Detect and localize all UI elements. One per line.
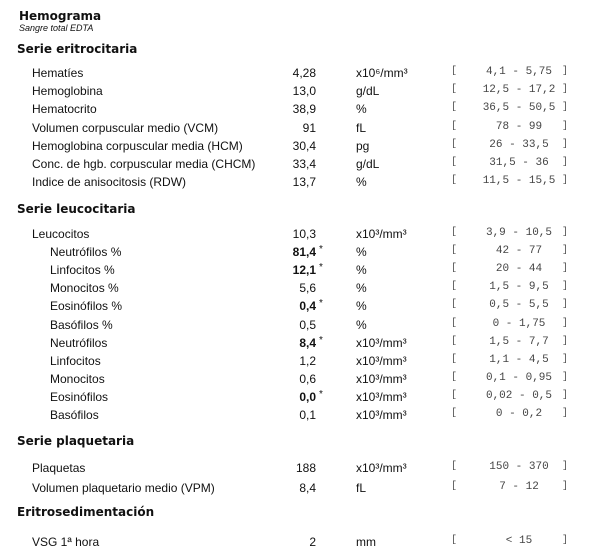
range-open-bracket: [ xyxy=(451,372,458,383)
reference-range: 0,5 - 5,5 xyxy=(489,299,549,311)
report-title: Hemograma xyxy=(19,9,102,23)
result-unit: % xyxy=(356,245,367,259)
range-close-bracket: ] xyxy=(562,408,569,419)
result-unit: x10⁶/mm³ xyxy=(356,66,408,80)
range-close-bracket: ] xyxy=(562,245,569,256)
result-unit: x10³/mm³ xyxy=(356,408,407,422)
range-open-bracket: [ xyxy=(451,245,458,256)
reference-range: 11,5 - 15,5 xyxy=(482,175,556,187)
result-row xyxy=(0,121,600,139)
result-unit: % xyxy=(356,318,367,332)
result-value: 91 xyxy=(302,121,316,135)
range-open-bracket: [ xyxy=(451,390,458,401)
range-open-bracket: [ xyxy=(451,175,458,186)
test-name: Hemoglobina corpuscular media (HCM) xyxy=(32,139,243,153)
result-row xyxy=(0,102,600,120)
result-row xyxy=(0,84,600,102)
range-open-bracket: [ xyxy=(451,102,458,113)
range-close-bracket: ] xyxy=(562,481,569,492)
result-unit: g/dL xyxy=(356,157,380,171)
range-open-bracket: [ xyxy=(451,157,458,168)
range-close-bracket: ] xyxy=(562,139,569,150)
result-row xyxy=(0,66,600,84)
result-value: 38,9 xyxy=(292,102,316,116)
section-title: Serie leucocitaria xyxy=(17,202,136,216)
section-title: Serie eritrocitaria xyxy=(17,42,138,56)
range-open-bracket: [ xyxy=(451,354,458,365)
result-row xyxy=(0,408,600,426)
range-close-bracket: ] xyxy=(562,66,569,77)
result-row xyxy=(0,318,600,336)
result-value: 8,4 xyxy=(299,481,316,495)
range-open-bracket: [ xyxy=(451,84,458,95)
result-unit: % xyxy=(356,281,367,295)
test-name: Basófilos % xyxy=(50,318,113,332)
result-value: 0,1 xyxy=(299,408,316,422)
reference-range: 20 - 44 xyxy=(495,263,543,275)
result-row xyxy=(0,390,600,408)
range-close-bracket: ] xyxy=(562,157,569,168)
reference-range: 1,5 - 9,5 xyxy=(489,281,549,293)
range-open-bracket: [ xyxy=(451,481,458,492)
abnormal-flag: * xyxy=(319,335,323,346)
range-open-bracket: [ xyxy=(451,281,458,292)
abnormal-flag: * xyxy=(319,298,323,309)
reference-range: 31,5 - 36 xyxy=(489,157,549,169)
test-name: Indice de anisocitosis (RDW) xyxy=(32,175,187,189)
result-row xyxy=(0,336,600,354)
result-row xyxy=(0,245,600,263)
result-row xyxy=(0,354,600,372)
range-close-bracket: ] xyxy=(562,336,569,347)
result-unit: % xyxy=(356,263,367,277)
result-unit: % xyxy=(356,102,367,116)
result-value: 2 xyxy=(309,535,316,549)
range-close-bracket: ] xyxy=(562,372,569,383)
result-row xyxy=(0,535,600,553)
result-value: 0,5 xyxy=(299,318,316,332)
abnormal-flag: * xyxy=(319,244,323,255)
result-row xyxy=(0,372,600,390)
abnormal-flag: * xyxy=(319,262,323,273)
range-close-bracket: ] xyxy=(562,102,569,113)
result-row xyxy=(0,139,600,157)
result-row xyxy=(0,157,600,175)
result-unit: fL xyxy=(356,121,367,135)
result-row xyxy=(0,175,600,193)
test-name: Eosinófilos % xyxy=(50,299,123,313)
reference-range: 150 - 370 xyxy=(489,461,549,473)
range-close-bracket: ] xyxy=(562,390,569,401)
result-value: 33,4 xyxy=(292,157,316,171)
range-close-bracket: ] xyxy=(562,318,569,329)
result-value: 81,4 xyxy=(292,245,316,259)
range-close-bracket: ] xyxy=(562,84,569,95)
range-close-bracket: ] xyxy=(562,121,569,132)
result-value: 188 xyxy=(295,461,316,475)
result-row xyxy=(0,481,600,499)
test-name: Neutrófilos xyxy=(50,336,108,350)
reference-range: 1,1 - 4,5 xyxy=(489,354,549,366)
reference-range: 26 - 33,5 xyxy=(489,139,549,151)
result-value: 0,4 xyxy=(299,299,316,313)
test-name: Eosinófilos xyxy=(50,390,109,404)
range-open-bracket: [ xyxy=(451,535,458,546)
range-open-bracket: [ xyxy=(451,336,458,347)
test-name: Basófilos xyxy=(50,408,99,422)
test-name: Leucocitos xyxy=(32,227,90,241)
reference-range: 36,5 - 50,5 xyxy=(482,102,556,114)
test-name: Volumen plaquetario medio (VPM) xyxy=(32,481,215,495)
reference-range: 4,1 - 5,75 xyxy=(485,66,552,78)
result-unit: x10³/mm³ xyxy=(356,354,407,368)
result-value: 0,6 xyxy=(299,372,316,386)
range-open-bracket: [ xyxy=(451,139,458,150)
result-row xyxy=(0,461,600,479)
abnormal-flag: * xyxy=(319,389,323,400)
range-open-bracket: [ xyxy=(451,299,458,310)
range-close-bracket: ] xyxy=(562,461,569,472)
range-close-bracket: ] xyxy=(562,227,569,238)
result-value: 5,6 xyxy=(299,281,316,295)
result-unit: x10³/mm³ xyxy=(356,336,407,350)
reference-range: 7 - 12 xyxy=(499,481,539,493)
test-name: Monocitos xyxy=(50,372,105,386)
result-row xyxy=(0,299,600,317)
reference-range: < 15 xyxy=(505,535,533,547)
test-name: Hematocrito xyxy=(32,102,97,116)
result-unit: fL xyxy=(356,481,367,495)
result-row xyxy=(0,281,600,299)
range-close-bracket: ] xyxy=(562,354,569,365)
test-name: Linfocitos % xyxy=(50,263,115,277)
range-open-bracket: [ xyxy=(451,461,458,472)
test-name: Hematíes xyxy=(32,66,84,80)
result-unit: x10³/mm³ xyxy=(356,390,407,404)
result-value: 10,3 xyxy=(292,227,316,241)
test-name: Conc. de hgb. corpuscular media (CHCM) xyxy=(32,157,256,171)
reference-range: 12,5 - 17,2 xyxy=(482,84,556,96)
result-value: 13,7 xyxy=(292,175,316,189)
range-open-bracket: [ xyxy=(451,408,458,419)
reference-range: 3,9 - 10,5 xyxy=(485,227,552,239)
section-title: Eritrosedimentación xyxy=(17,505,155,519)
reference-range: 0 - 0,2 xyxy=(495,408,543,420)
range-close-bracket: ] xyxy=(562,263,569,274)
result-unit: % xyxy=(356,299,367,313)
result-value: 4,28 xyxy=(292,66,316,80)
test-name: Hemoglobina xyxy=(32,84,103,98)
result-value: 13,0 xyxy=(292,84,316,98)
result-row xyxy=(0,227,600,245)
range-close-bracket: ] xyxy=(562,299,569,310)
result-value: 8,4 xyxy=(299,336,316,350)
result-value: 12,1 xyxy=(292,263,316,277)
result-value: 1,2 xyxy=(299,354,316,368)
result-unit: % xyxy=(356,175,367,189)
reference-range: 1,5 - 7,7 xyxy=(489,336,549,348)
range-close-bracket: ] xyxy=(562,281,569,292)
reference-range: 42 - 77 xyxy=(495,245,543,257)
reference-range: 0 - 1,75 xyxy=(492,318,546,330)
reference-range: 0,02 - 0,5 xyxy=(485,390,552,402)
reference-range: 0,1 - 0,95 xyxy=(485,372,552,384)
result-unit: mm xyxy=(356,535,376,549)
test-name: Volumen corpuscular medio (VCM) xyxy=(32,121,219,135)
result-unit: x10³/mm³ xyxy=(356,227,407,241)
range-open-bracket: [ xyxy=(451,121,458,132)
range-open-bracket: [ xyxy=(451,318,458,329)
result-unit: x10³/mm³ xyxy=(356,372,407,386)
result-value: 30,4 xyxy=(292,139,316,153)
range-open-bracket: [ xyxy=(451,227,458,238)
range-close-bracket: ] xyxy=(562,535,569,546)
test-name: VSG 1ª hora xyxy=(32,535,100,549)
test-name: Neutrófilos % xyxy=(50,245,122,259)
test-name: Plaquetas xyxy=(32,461,86,475)
result-unit: pg xyxy=(356,139,370,153)
result-value: 0,0 xyxy=(299,390,316,404)
report-subtitle: Sangre total EDTA xyxy=(19,23,94,33)
result-unit: g/dL xyxy=(356,84,380,98)
section-title: Serie plaquetaria xyxy=(17,434,135,448)
result-unit: x10³/mm³ xyxy=(356,461,407,475)
result-row xyxy=(0,263,600,281)
reference-range: 78 - 99 xyxy=(495,121,543,133)
test-name: Linfocitos xyxy=(50,354,101,368)
range-open-bracket: [ xyxy=(451,66,458,77)
range-close-bracket: ] xyxy=(562,175,569,186)
test-name: Monocitos % xyxy=(50,281,119,295)
range-open-bracket: [ xyxy=(451,263,458,274)
